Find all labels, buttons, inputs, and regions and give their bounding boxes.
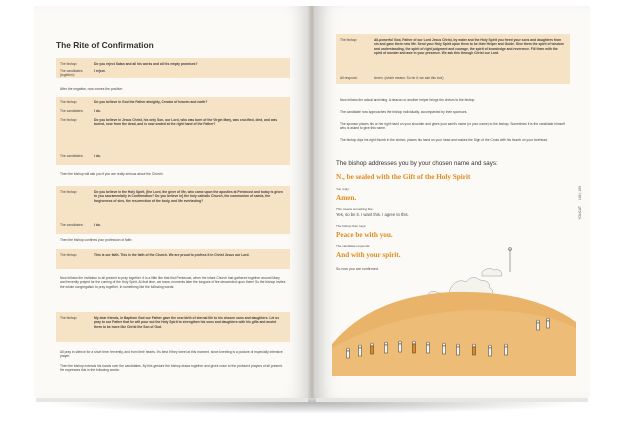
dialogue-row-9: The bishop: This is our faith. This is the faith of the Church. We are proud to profess it in Christ Jesus our Lord. bbox=[60, 253, 250, 257]
page-title: The Rite of Confirmation bbox=[56, 40, 154, 50]
dialogue-row-7: The bishop: Do you believe in the Holy Spirit, [the Lord, the giver of life, who came upon the apostles at Pentecost and today is given to you sacramentally in Confirmation? Do you believe in] the holy catholic Church, the communion of saints, the forgiveness of sins, the resurrection of the body, and life everlasting? bbox=[60, 190, 283, 203]
para-after-negative: After the negative, now comes the positive: bbox=[60, 87, 123, 91]
para-invitation: Now follows the invitation to all present to pray together. It is a little like that first Pentecost, when the infant Church had gathered together around Mary and fervently prayed for the coming of the Holy Spirit. At that time, we know, moments later the tongues of fire descended upon them! So the bishop invites the whole congregation to pray together, in something like the following words: bbox=[60, 276, 286, 289]
side-title: YOUCAT bbox=[578, 206, 582, 220]
para-chrism: The bishop dips his right thumb in the chrism, places his hand on your head and makes the Sign of the Cross with his thumb on your forehead. bbox=[340, 138, 548, 142]
dialogue-row-3: The bishop: Do you believe in God the Father almighty, Creator of heaven and earth? bbox=[60, 100, 208, 104]
left-page bbox=[34, 6, 310, 398]
dialogue-row-8: The candidates: I do. bbox=[60, 223, 101, 227]
dialogue-row-4: The candidates: I do. bbox=[60, 109, 101, 113]
procession-illustration bbox=[332, 244, 576, 376]
para-shoulder: The sponsor places his or her right hand on your shoulder and gives your saint's name (or your name) to the bishop. Sometimes it is the candidate himself who is asked to give this name. bbox=[340, 122, 565, 131]
dialogue-row-2: The candidates (together):I reject. bbox=[60, 69, 106, 78]
page-side-marker bbox=[578, 186, 584, 296]
para-serious: Then the bishop will ask you if you are really serious about the Church: bbox=[60, 172, 164, 176]
highlight-box-4 bbox=[56, 249, 290, 269]
dialogue-row-5: The bishop: Do you believe in Jesus Christ, his only Son, our Lord, who was born of the Virgin Mary, was crucified, died, and was buried, rose from the dead, and is now seated at the right hand of the Father? bbox=[60, 118, 278, 127]
dialogue-row-10: The bishop: My dear friends, in Baptism God our Father gave the new birth of eternal life to his chosen sons and daughters. Let us pray to our Father that he will pour out the Holy Spirit to strengthen his sons and daughters with his gifts and anoint them to be more like Christ the Son of God. bbox=[60, 316, 280, 329]
you-reply-label: You reply: bbox=[336, 187, 350, 191]
open-book bbox=[34, 6, 590, 404]
confirmed-text: So now you are confirmed. bbox=[336, 267, 379, 271]
right-page bbox=[314, 6, 590, 398]
para-confirms: Then the bishop confirms your profession of faith: bbox=[60, 238, 133, 242]
prayer-row: The bishop: All-powerful God, Father of our Lord Jesus Christ, by water and the Holy Spirit you freed your sons and daughters from sin and gave them new life. Send your Holy Spirit upon them to be their Helper and Guide. Give them the spirit of wisdom and understanding, the spirit of right judgment and courage, the spirit of knowledge and reverence. Fill them with the spirit of wonder and awe in your presence. We ask this through Christ our Lord. bbox=[340, 38, 564, 55]
means-text: Yes, so be it. I want this. I agree to this. bbox=[336, 212, 409, 217]
amen-row: All respond: Amen. (which means: So be it; we ask this too!) bbox=[340, 76, 444, 80]
amen-phrase: Amen. bbox=[336, 194, 357, 202]
page-edge-right bbox=[316, 398, 588, 402]
bishop-says-label: The bishop then says: bbox=[336, 224, 367, 228]
dialogue-row-1: The bishop: Do you reject Satan and all his works and all his empty promises? bbox=[60, 62, 198, 66]
sealed-phrase: N., be sealed with the Gift of the Holy Spirit bbox=[336, 173, 471, 181]
para-approach: The candidate now approaches the bishop individually, accompanied by their sponsors. bbox=[340, 110, 468, 114]
para-silence: All pray in silence for a short time: fervently, and from their hearts. It's best if they kneel at this moment, since kneeling is a posture of especially intensive prayer. bbox=[60, 350, 283, 359]
addresses-heading: The bishop addresses you by your chosen name and says: bbox=[336, 160, 498, 167]
page-edge-left bbox=[36, 398, 308, 402]
para-anointing: Now follows the actual anointing. A deacon or another helper brings the chrism to the bishop. bbox=[340, 98, 476, 102]
page-numbers: 168 | 169 bbox=[578, 186, 582, 201]
para-extends: Then the bishop extends his hands over the candidates. By this gesture the bishop draws together and gives voice to the profound prayers of all present. He expresses this in the following words: bbox=[60, 364, 283, 373]
means-label: This means something like: bbox=[336, 207, 374, 211]
spirit-phrase: And with your spirit. bbox=[336, 251, 401, 259]
dialogue-row-6: The candidates: I do. bbox=[60, 154, 101, 158]
dove-icon bbox=[509, 248, 512, 273]
peace-phrase: Peace be with you. bbox=[336, 231, 393, 239]
candidate-responds-label: The candidate responds: bbox=[336, 244, 371, 248]
